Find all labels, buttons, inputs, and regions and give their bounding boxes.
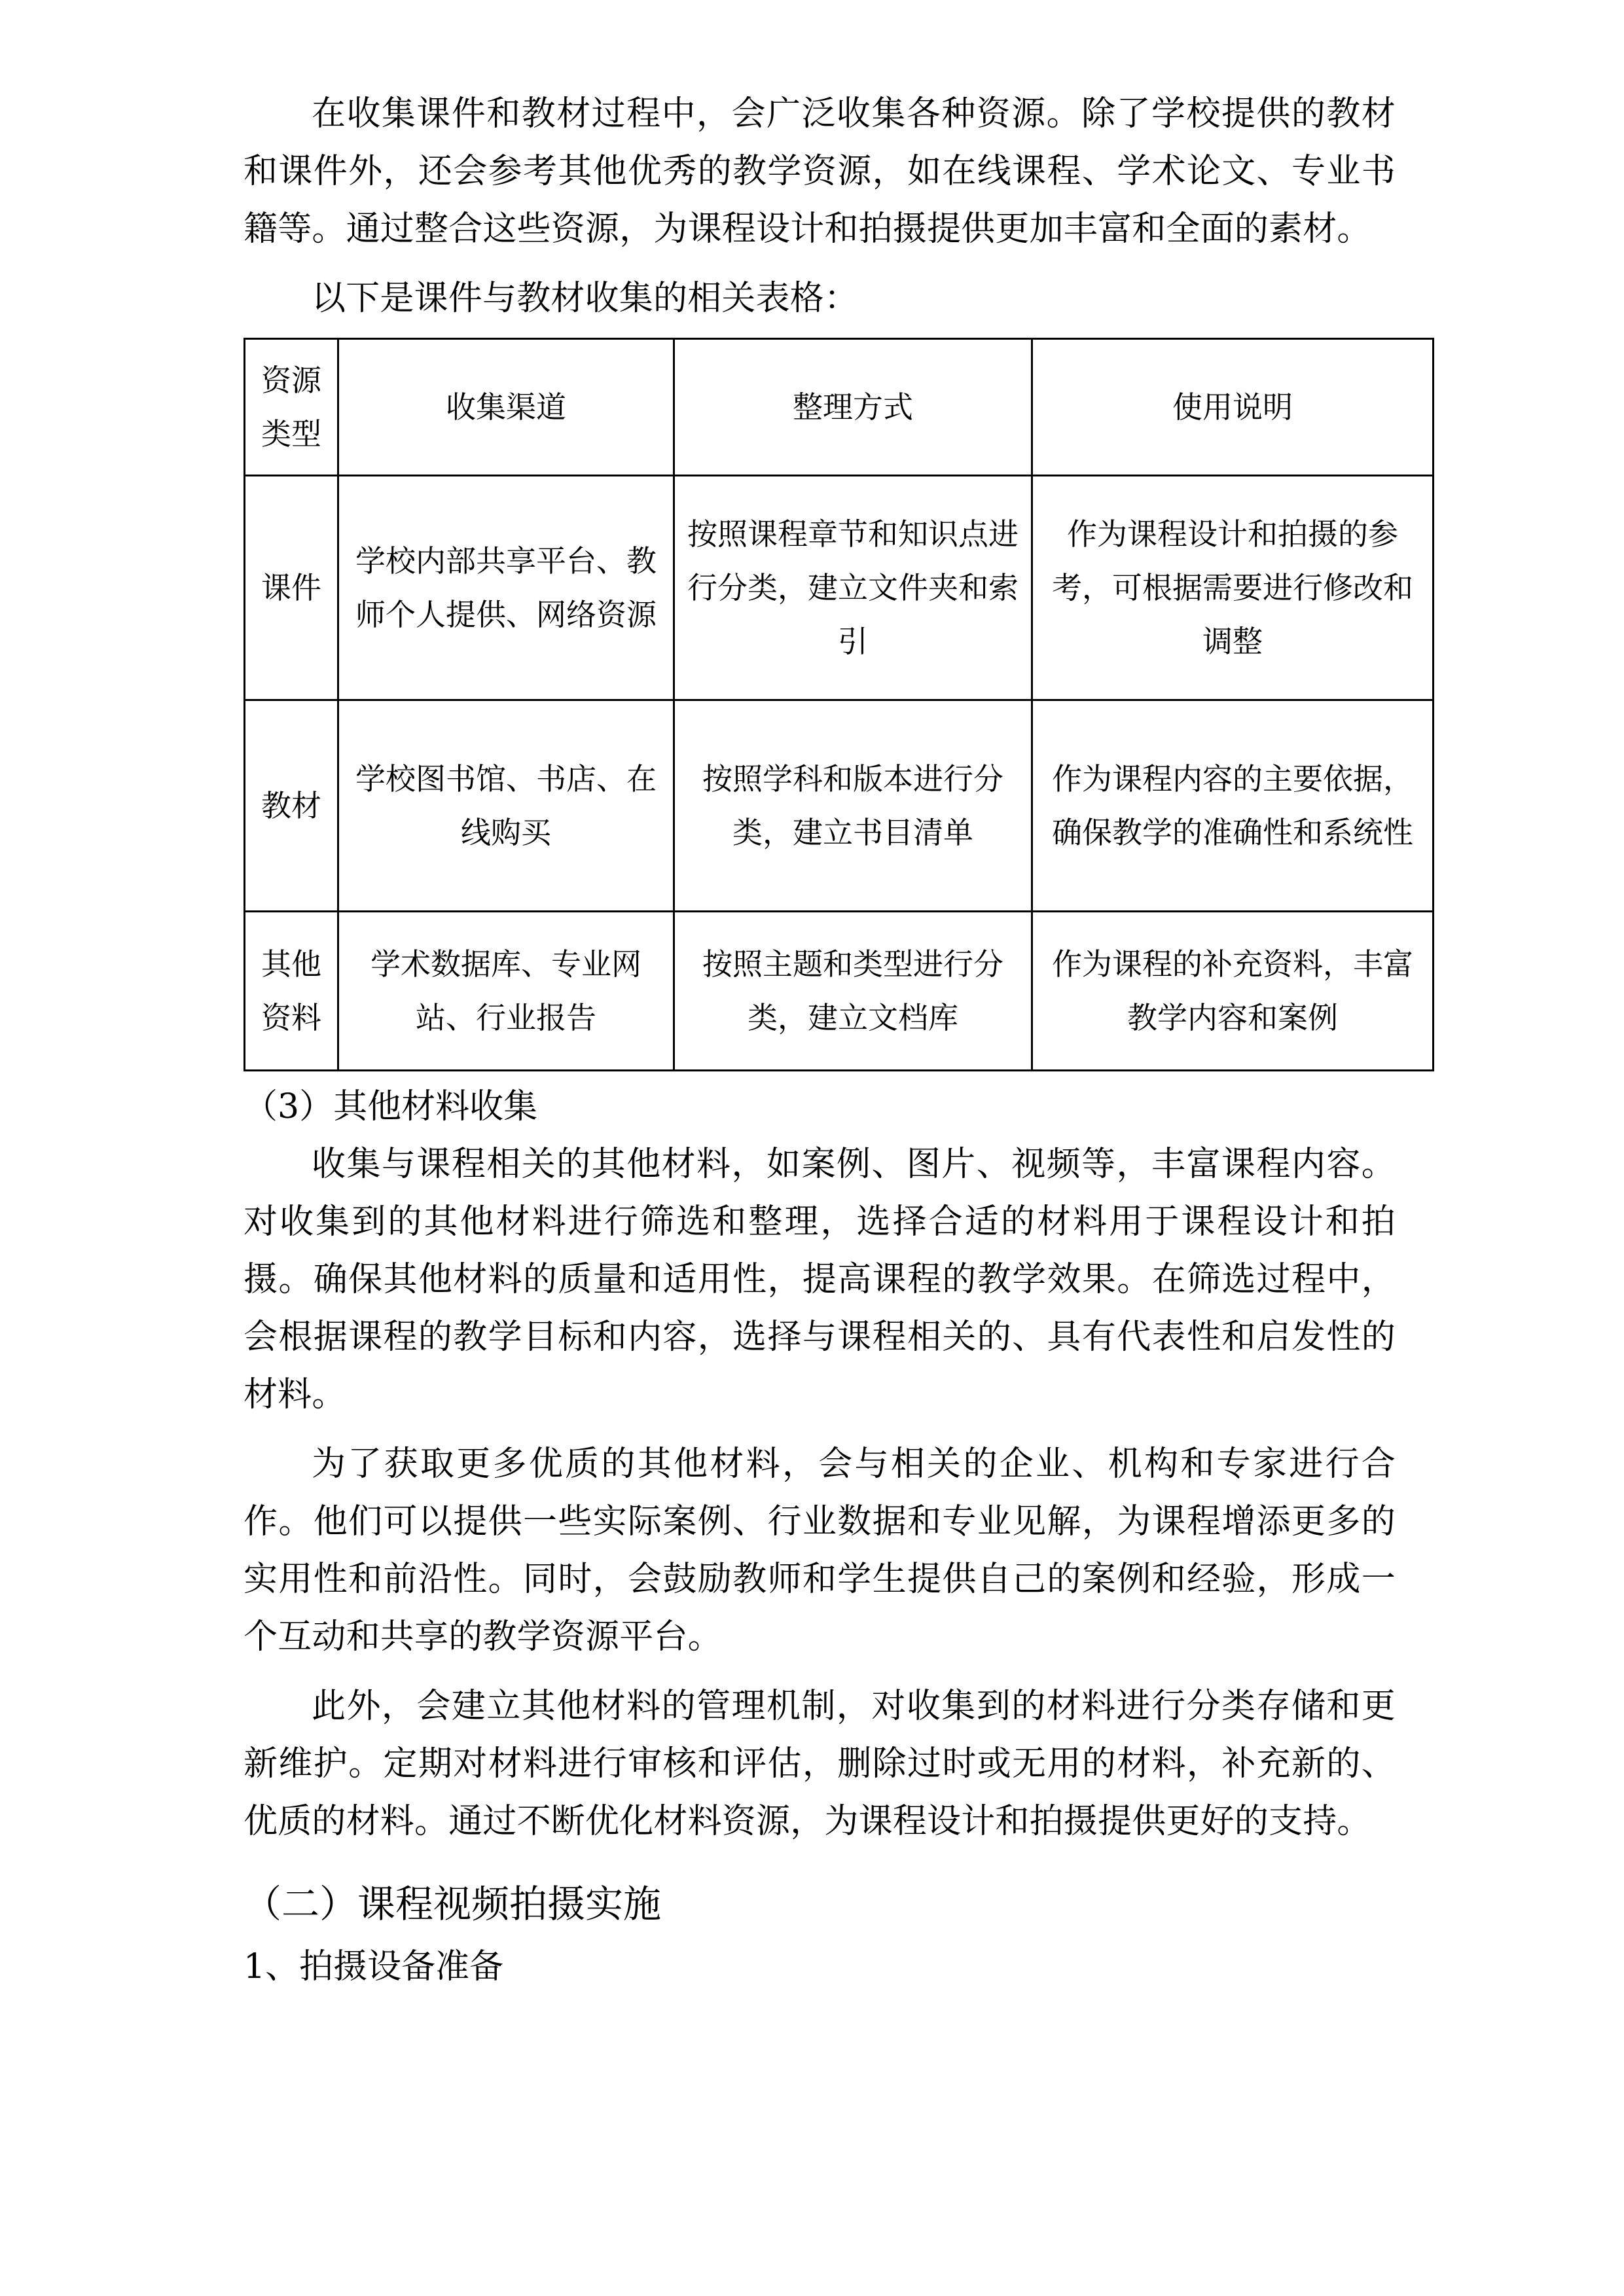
resource-collection-table [244,338,1434,1071]
table-intro-line: 以下是课件与教材收集的相关表格： [312,279,859,318]
cell-organization-method: 按照课程章节和知识点进行分类，建立文件夹和索引 [674,476,1032,700]
spacer [244,259,1396,270]
spacer [244,1667,1396,1677]
header-cell-resource-type: 资源类型 [245,339,338,476]
cell-collection-channel: 学术数据库、专业网站、行业报告 [338,912,674,1071]
table-header-row [245,339,1434,476]
body-paragraph-2: 为了获取更多优质的其他材料，会与相关的企业、机构和专家进行合作。他们可以提供一些实际案例、行业数据和专业见解，为课程增添更多的实用性和前沿性。同时，会鼓励教师和学生提供自己的案例和经验，形成一个互动和共享的教学资源平台。 [244,1444,1396,1657]
heading-equipment-preparation: 1、拍摄设备准备 [244,1947,504,1986]
cell-usage-notes: 作为课程内容的主要依据，确保教学的准确性和系统性 [1032,700,1434,912]
cell-usage-notes: 作为课程的补充资料，丰富教学内容和案例 [1032,912,1434,1071]
document-body [244,85,1413,1997]
body-paragraph-1: 收集与课程相关的其他材料，如案例、图片、视频等，丰富课程内容。对收集到的其他材料进行筛选和整理，选择合适的材料用于课程设计和拍摄。确保其他材料的质量和适用性，提高课程的教学效果。在筛选过程中，会根据课程的教学目标和内容，选择与课程相关的、具有代表性和启发性的材料。 [244,1145,1396,1414]
body-paragraph-3: 此外，会建立其他材料的管理机制，对收集到的材料进行分类存储和更新维护。定期对材料进行审核和评估，删除过时或无用的材料，补充新的、优质的材料。通过不断优化材料资源，为课程设计和拍摄提供更好的支持。 [244,1687,1396,1841]
header-cell-usage-notes: 使用说明 [1032,339,1434,476]
header-cell-organization-method: 整理方式 [674,339,1032,476]
header-cell-collection-channel: 收集渠道 [338,339,674,476]
spacer [244,1425,1396,1435]
intro-paragraph: 在收集课件和教材过程中，会广泛收集各种资源。除了学校提供的教材和课件外，还会参考其他优秀的教学资源，如在线课程、学术论文、专业书籍等。通过整合这些资源，为课程设计和拍摄提供更加丰富和全面的素材。 [244,94,1396,249]
heading-other-material-collection: （3）其他材料收集 [244,1087,538,1126]
table-row [245,476,1434,700]
cell-resource-type: 课件 [245,476,338,700]
cell-organization-method: 按照学科和版本进行分类，建立书目清单 [674,700,1032,912]
cell-organization-method: 按照主题和类型进行分类，建立文档库 [674,912,1032,1071]
cell-resource-type: 其他资料 [245,912,338,1071]
table-row [245,912,1434,1071]
cell-collection-channel: 学校图书馆、书店、在线购买 [338,700,674,912]
table-row [245,700,1434,912]
cell-collection-channel: 学校内部共享平台、教师个人提供、网络资源 [338,476,674,700]
cell-usage-notes: 作为课程设计和拍摄的参考，可根据需要进行修改和调整 [1032,476,1434,700]
heading-course-video-shooting: （二）课程视频拍摄实施 [244,1882,662,1926]
spacer [244,1852,1396,1871]
cell-resource-type: 教材 [245,700,338,912]
